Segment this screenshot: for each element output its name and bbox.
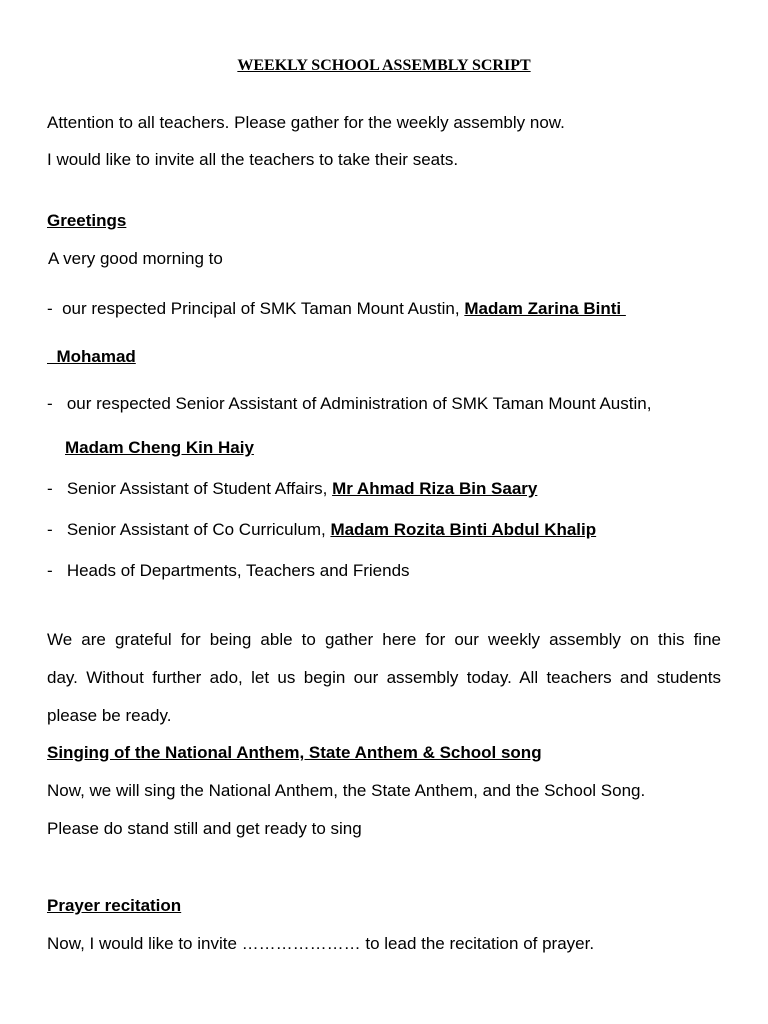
student-affairs-name: Mr Ahmad Riza Bin Saary — [332, 479, 538, 498]
greeting-heads-of-departments: - Heads of Departments, Teachers and Friends — [47, 561, 410, 580]
greeting-senior-admin: - our respected Senior Assistant of Administration of SMK Taman Mount Austin, — [47, 394, 652, 413]
principal-name-continued: Mohamad — [47, 347, 136, 366]
document-title: WEEKLY SCHOOL ASSEMBLY SCRIPT — [237, 57, 531, 74]
anthem-line-1: Now, we will sing the National Anthem, the State Anthem, and the School Song. — [47, 781, 646, 800]
greeting-principal-text: - our respected Principal of SMK Taman Mount Austin, — [47, 299, 465, 318]
greeting-student-affairs — [47, 479, 537, 499]
greeting-co-curriculum — [47, 520, 596, 540]
prayer-heading: Prayer recitation — [47, 896, 182, 915]
senior-admin-name: Madam Cheng Kin Haiy — [65, 438, 254, 457]
greeting-principal — [47, 299, 626, 319]
principal-name: Madam Zarina Binti — [464, 299, 626, 318]
intro-line-2: I would like to invite all the teachers to take their seats. — [47, 150, 459, 169]
grateful-line-2: day. Without further ado, let us begin our assembly today. All teachers and students — [47, 668, 721, 687]
greeting-student-affairs-text: - Senior Assistant of Student Affairs, — [47, 479, 333, 498]
grateful-line-1: We are grateful for being able to gather here for our weekly assembly on this fine — [47, 630, 721, 649]
anthem-heading: Singing of the National Anthem, State Anthem & School song — [47, 743, 542, 762]
prayer-line: Now, I would like to invite ………………… to lead the recitation of prayer. — [47, 934, 595, 953]
co-curriculum-name: Madam Rozita Binti Abdul Khalip — [330, 520, 597, 539]
intro-line-1: Attention to all teachers. Please gather for the weekly assembly now. — [47, 113, 565, 132]
grateful-line-3: please be ready. — [47, 706, 172, 725]
greetings-heading: Greetings — [47, 211, 127, 230]
anthem-line-2: Please do stand still and get ready to sing — [47, 819, 362, 838]
greeting-co-curriculum-text: - Senior Assistant of Co Curriculum, — [47, 520, 331, 539]
greetings-opening: A very good morning to — [48, 249, 223, 268]
